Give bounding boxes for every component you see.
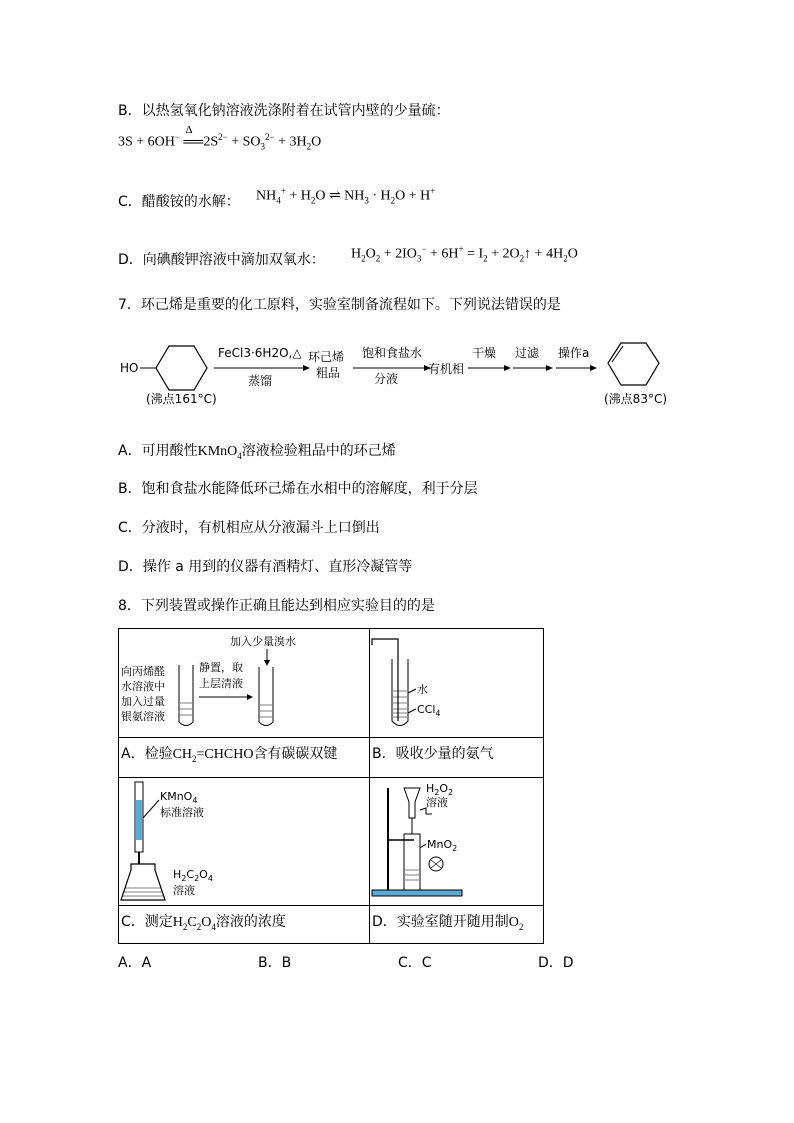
reactant-ho-label: HO [120,361,139,375]
svg-text:水溶液中: 水溶液中 [121,680,165,693]
dry-step: 干燥 [472,346,497,360]
product-boiling-point: (沸点83°C) [604,392,668,406]
crude-product-label: 环己烯 [308,350,345,364]
svg-text:CCl4: CCl$_4$ [417,703,441,718]
svg-text:向丙烯醛: 向丙烯醛 [121,665,165,678]
cell-a-apparatus [119,629,369,737]
q6-option-b-equation: 3S + 6OH− Δ $══2S^{2-} + SO_3^{2-} + 3H_2O$ [118,123,322,152]
q7-flow-diagram [118,335,678,415]
stand-base [372,890,462,896]
reactant-boiling-point: (沸点161°C) [146,392,217,406]
organic-phase-label: 有机相 [428,362,465,376]
q6-option-c: C．醋酸铵的水解： [118,194,240,210]
answer-a[interactable]: A．A [118,955,152,971]
cell-b-caption: B．吸收少量的氨气 [372,746,494,762]
q6-option-d: D．向碘酸钾溶液中滴加双氧水： [118,252,325,268]
cell-d-apparatus [370,778,545,905]
svg-text:溶液: 溶液 [173,884,195,897]
svg-text:水: 水 [417,683,428,696]
cell-a-caption: A．检验$CH_2=CHCHO$含有碳碳双键 [121,746,338,764]
step2-separate: 分液 [374,372,399,386]
step1-distill: 蒸馏 [248,374,273,388]
q8-stem: 8．下列装置或操作正确且能达到相应实验目的的是 [118,598,435,614]
q7-option-b: B．饱和食盐水能降低环己烯在水相中的溶解度，利于分层 [118,481,478,497]
answer-c[interactable]: C．C [398,955,432,971]
svg-text:上层清液: 上层清液 [199,677,243,690]
q6-option-b: B．以热氢氧化钠溶液洗涤附着在试管内壁的少量硫： [118,103,450,119]
answer-d[interactable]: D．D [538,955,574,971]
svg-text:KMnO4: KMnO$_4$ [160,790,198,805]
operation-a-step: 操作a [558,346,590,360]
conical-flask [121,864,165,900]
reaction-tube [404,834,420,890]
q6-option-d-equation: $H_2O_2 + 2IO_3^- + 6H^+ = I_2$ + $2O_2↑ + 4H_2O$ [351,244,578,264]
filter-step: 过滤 [515,346,540,360]
q7-option-d: D．操作 a 用到的仪器有酒精灯、直形冷凝管等 [118,559,413,575]
cell-b-apparatus [370,629,545,737]
q7-option-a: A．可用酸性KMnO$_4$溶液检验粗品中的环己烯 [118,443,396,461]
cyclohexanol-ring [156,346,207,390]
cell-d-caption: D．实验室随开随用制$O_2$ [372,914,524,932]
q7-stem: 7．环己烯是重要的化工原料，实验室制备流程如下。下列说法错误的是 [118,297,561,313]
cell-c-apparatus [119,778,369,905]
svg-text:加入少量溴水: 加入少量溴水 [230,635,296,648]
q8-apparatus-table [118,628,544,944]
cyclohexene-ring [608,343,659,385]
answer-b[interactable]: B．B [258,955,292,971]
svg-text:溶液: 溶液 [426,796,448,809]
q7-option-c: C．分液时，有机相应从分液漏斗上口倒出 [118,520,380,536]
svg-text:H2O2: $H_2O_2$ [426,782,454,797]
test-tube-1 [179,665,193,726]
svg-text:MnO2: MnO$_2$ [427,838,458,853]
svg-text:粗品: 粗品 [316,366,341,380]
separatory-funnel [404,788,420,818]
q6-option-c-equation: $NH_4^+ + H_2O$ ⇌ $NH_3 \cdot H_2O + H^+$ [256,186,436,206]
svg-text:H2C2O4: $H_2C_2O_4$ [173,868,213,883]
svg-text:银氨溶液: 银氨溶液 [121,710,165,723]
test-tube-b [392,659,408,726]
cell-c-caption: C．测定$H_2C_2O_4$溶液的浓度 [121,914,286,932]
step1-reagent: FeCl3·6H2O,△ [218,346,302,360]
svg-text:标准溶液: 标准溶液 [160,806,204,819]
step2-reagent: 饱和食盐水 [362,346,423,360]
svg-text:加入过量: 加入过量 [121,695,165,708]
svg-text:静置，取: 静置，取 [199,661,243,674]
